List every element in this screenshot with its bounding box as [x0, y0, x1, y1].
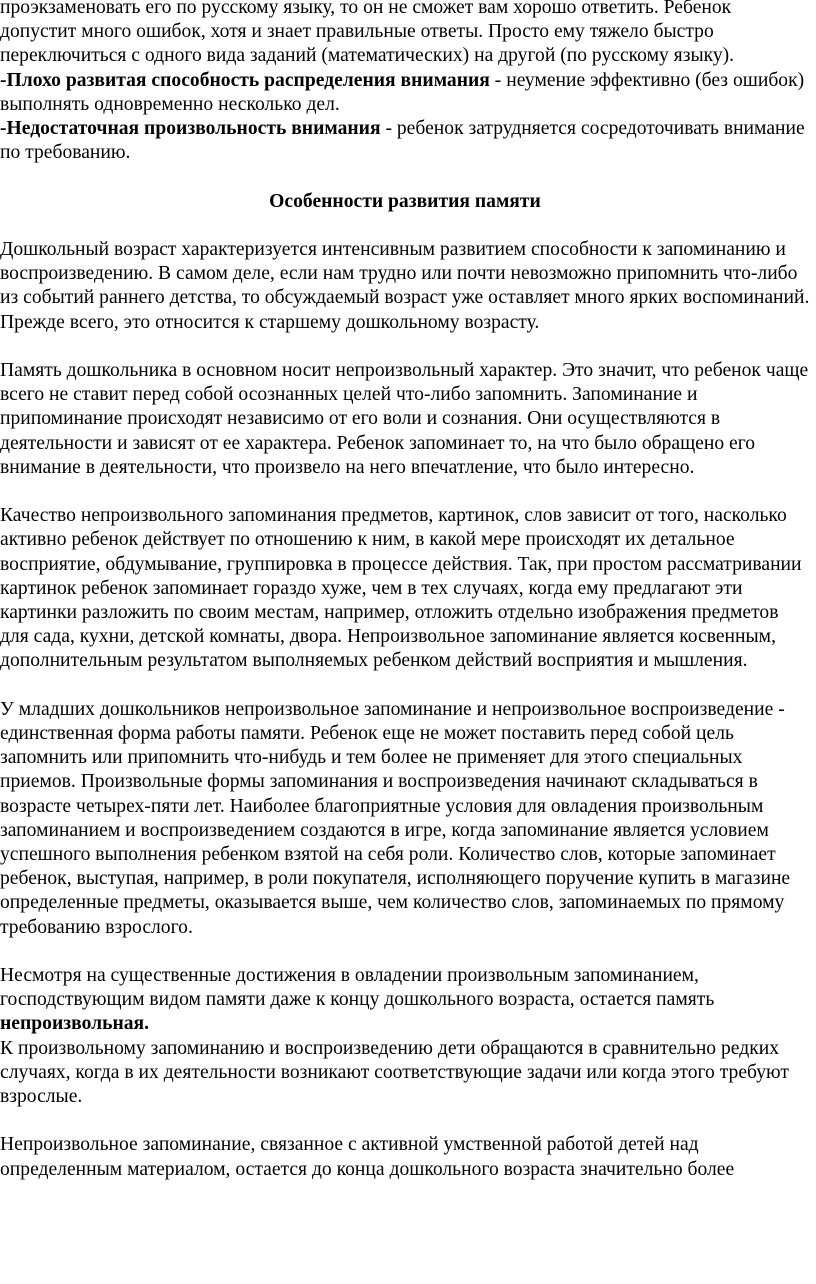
- paragraph-4: У младших дошкольников непроизвольное запоминание и непроизвольное воспроизведение - единственная форма работы памяти. Ребенок еще не может поставить перед собой цель запомнить или припомнить что-нибудь и тем более не применяет для этого специальных приемов. Произвольные формы запоминания и воспроизведения начинают складываться в возрасте четырех-пяти лет. Наиболее благоприятные условия для овладения произвольным запоминанием и воспроизведением создаются в игре, когда запоминание является условием успешного выполнения ребенком взятой на себя роли. Количество слов, которые запоминает ребенок, выступая, например, в роли покупателя, исполняющего поручение купить в магазине определенные предметы, оказывается выше, чем количество слов, запоминаемых по прямому требованию взрослого.: [0, 698, 791, 938]
- spacer: [0, 214, 810, 238]
- paragraph-5-text: Несмотря на существенные достижения в овладении произвольным запоминанием, господствующим видом памяти даже к концу дошкольного возраста, остается память: [0, 965, 715, 1011]
- spacer: [0, 674, 810, 698]
- point-distribution-text: - неумение эффективно (без ошибок) выполнять одновременно несколько дел.: [0, 69, 805, 115]
- paragraph-7: Непроизвольное запоминание, связанное с активной умственной работой детей над определенным материалом, остается до конца дошкольного возраста значительно более: [0, 1134, 735, 1180]
- point-distribution-term: -Плохо развитая способность распределения внимания: [0, 69, 490, 91]
- spacer: [0, 165, 810, 189]
- paragraph-2: Память дошкольника в основном носит непроизвольный характер. Это значит, что ребенок чаще всего не ставит перед собой осознанных целей что-либо запомнить. Запоминание и припоминание происходят независимо от его воли и сознания. Они осуществляются в деятельности и зависят от ее характера. Ребенок запоминает то, на что было обращено его внимание в деятельности, что произвело на него впечатление, что было интересно.: [0, 360, 809, 478]
- section-heading: Особенности развития памяти: [269, 190, 541, 212]
- spacer: [0, 335, 810, 359]
- spacer: [0, 1109, 810, 1133]
- intro-paragraph: [0, 0, 810, 69]
- paragraph-1: Дошкольный возраст характеризуется интенсивным развитием способности к запоминанию и воспроизведению. В самом деле, если нам трудно или почти невозможно припомнить что-либо из событий раннего детства, то обсуждаемый возраст уже оставляет много ярких воспоминаний. Прежде всего, это относится к старшему дошкольному возрасту.: [0, 239, 810, 333]
- attention-point-voluntariness: [0, 117, 810, 165]
- attention-point-distribution: [0, 69, 810, 117]
- paragraph-5-bold: непроизвольная.: [0, 1013, 150, 1035]
- point-voluntariness-term: -Недостаточная произвольность внимания: [0, 118, 381, 140]
- paragraph-5: [0, 964, 810, 1037]
- spacer: [0, 480, 810, 504]
- paragraph-6: К произвольному запоминанию и воспроизведению дети обращаются в сравнительно редких случаях, когда в их деятельности возникают соответствующие задачи или когда этого требуют взрослые.: [0, 1037, 789, 1108]
- spacer: [0, 940, 810, 964]
- intro-text: проэкзаменовать его по русскому языку, то он не сможет вам хорошо ответить. Ребенок допустит много ошибок, хотя и знает правильные ответы. Просто ему тяжело быстро переключиться с одного вида заданий (математических) на другой (по русскому языку).: [0, 0, 735, 67]
- point-voluntariness-text: - ребенок затрудняется сосредоточивать внимание по требованию.: [0, 118, 805, 164]
- paragraph-3: Качество непроизвольного запоминания предметов, картинок, слов зависит от того, насколько активно ребенок действует по отношению к ним, в какой мере происходят их детальное восприятие, обдумывание, группировка в процессе действия. Так, при простом рассматривании картинок ребенок запоминает гораздо хуже, чем в тех случаях, когда ему предлагают эти картинки разложить по своим местам, например, отложить отдельно изображения предметов для сада, кухни, детской комнаты, двора. Непроизвольное запоминание является косвенным, дополнительным результатом выполняемых ребенком действий восприятия и мышления.: [0, 505, 802, 672]
